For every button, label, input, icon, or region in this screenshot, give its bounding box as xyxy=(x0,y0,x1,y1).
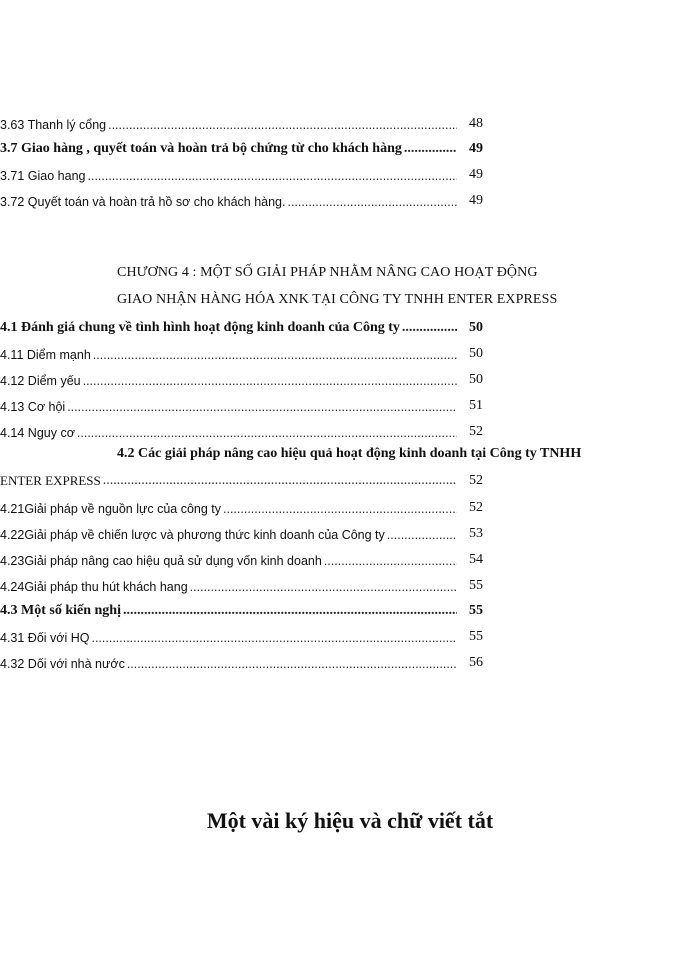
toc-leader xyxy=(88,169,458,183)
toc-page-number: 55 xyxy=(469,578,483,593)
toc-leader xyxy=(91,631,457,645)
toc-entry[interactable] xyxy=(0,625,483,645)
toc-entry[interactable] xyxy=(0,496,483,516)
toc-leader xyxy=(83,374,457,388)
chapter-title-line-2: GIAO NHẬN HÀNG HÓA XNK TẠI CÔNG TY TNHH ENTER EXPRESS xyxy=(117,292,558,307)
toc-entry[interactable] xyxy=(0,574,483,594)
toc-page-number: 50 xyxy=(469,320,483,335)
toc-leader xyxy=(190,580,457,594)
toc-page-number: 54 xyxy=(469,552,483,567)
toc-leader xyxy=(77,426,457,440)
toc-entry-title: 4.3 Một số kiến nghị xyxy=(0,603,121,618)
toc-entry-title: 4.31 Đối với HQ xyxy=(0,631,90,645)
toc-leader xyxy=(404,141,457,157)
toc-entry[interactable] xyxy=(0,189,483,209)
toc-page-number: 48 xyxy=(469,116,483,131)
toc-page-number: 55 xyxy=(469,603,483,618)
toc-entry[interactable] xyxy=(0,316,483,336)
toc-entry-title: 3.72 Quyết toán và hoàn trả hồ sơ cho khách hàng. xyxy=(0,195,286,209)
toc-entry-title: 4.24Giải pháp thu hút khách hang xyxy=(0,580,188,594)
toc-entry[interactable] xyxy=(0,548,483,568)
toc-entry-title-line-1[interactable]: 4.2 Các giải pháp nâng cao hiệu quả hoạt động kinh doanh tại Công ty TNHH xyxy=(117,446,582,461)
toc-page-number: 50 xyxy=(469,346,483,361)
toc-page-number: 52 xyxy=(469,500,483,515)
toc-page-number: 52 xyxy=(469,424,483,439)
toc-leader xyxy=(108,118,457,132)
toc-entry-title: 4.32 Dối với nhà nước xyxy=(0,657,125,671)
toc-page-number: 49 xyxy=(469,193,483,208)
toc-entry-title: 3.63 Thanh lý cổng xyxy=(0,118,107,132)
toc-entry-title: 4.11 Diểm mạnh xyxy=(0,348,91,362)
toc-leader xyxy=(324,554,457,568)
toc-entry[interactable] xyxy=(0,599,483,619)
toc-entry[interactable] xyxy=(0,394,483,414)
toc-entry-title: 4.12 Diểm yếu xyxy=(0,374,81,388)
toc-leader xyxy=(287,195,457,209)
toc-entry-title: 4.23Giải pháp nâng cao hiệu quả sử dụng vốn kinh doanh xyxy=(0,554,322,568)
toc-page-number: 56 xyxy=(469,655,483,670)
toc-entry-title: 4.21Giải pháp về nguồn lực của công ty xyxy=(0,502,222,516)
toc-leader xyxy=(67,400,457,414)
toc-page-number: 49 xyxy=(469,167,483,182)
toc-entry[interactable] xyxy=(0,112,483,132)
toc-page-number: 53 xyxy=(469,526,483,541)
toc-entry-title: 3.7 Giao hàng , quyết toán và hoàn trả bộ chứng từ cho khách hàng xyxy=(0,141,402,156)
toc-entry[interactable] xyxy=(0,163,483,183)
toc-leader xyxy=(223,502,457,516)
toc-entry-title: 4.22Giải pháp về chiến lược và phương thức kinh doanh của Công ty xyxy=(0,528,385,542)
toc-leader xyxy=(93,348,457,362)
chapter-title-line-1: CHƯƠNG 4 : MỘT SỐ GIẢI PHÁP NHẰM NÂNG CAO HOẠT ĐỘNG xyxy=(117,265,538,280)
toc-entry[interactable] xyxy=(0,342,483,362)
toc-page-number: 52 xyxy=(469,473,483,488)
toc-entry-title: 4.13 Cơ hội xyxy=(0,400,66,414)
toc-leader xyxy=(127,657,457,671)
toc-entry[interactable] xyxy=(0,368,483,388)
toc-entry[interactable] xyxy=(0,651,483,671)
toc-page-number: 50 xyxy=(469,372,483,387)
section-heading: Một vài ký hiệu và chữ viết tắt xyxy=(206,808,494,833)
toc-page-number: 55 xyxy=(469,629,483,644)
toc-page-number: 49 xyxy=(469,141,483,156)
toc-entry[interactable] xyxy=(0,469,483,489)
toc-entry-title: 4.1 Đánh giá chung về tình hình hoạt động kinh doanh của Công ty xyxy=(0,320,400,335)
toc-leader xyxy=(387,528,457,542)
toc-leader xyxy=(123,603,457,619)
toc-leader xyxy=(402,320,457,336)
toc-entry[interactable] xyxy=(0,137,483,157)
toc-entry[interactable] xyxy=(0,420,483,440)
toc-entry-title: ENTER EXPRESS xyxy=(0,473,101,488)
toc-page-number: 51 xyxy=(469,398,483,413)
toc-entry-title: 3.71 Giao hang xyxy=(0,169,86,183)
toc-leader xyxy=(103,473,457,489)
toc-entry-title: 4.14 Nguy cơ xyxy=(0,426,75,440)
toc-entry[interactable] xyxy=(0,522,483,542)
